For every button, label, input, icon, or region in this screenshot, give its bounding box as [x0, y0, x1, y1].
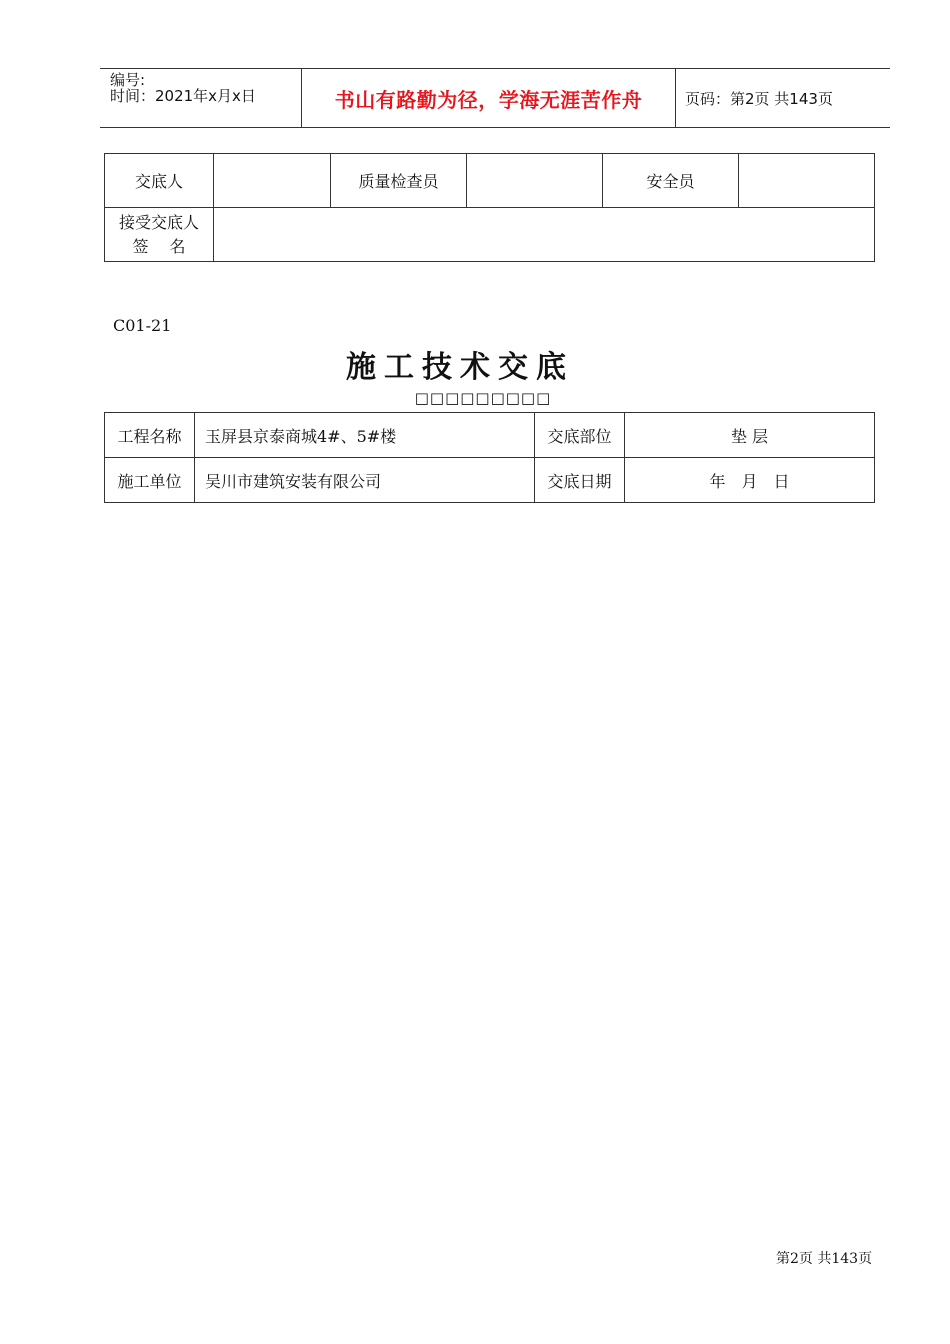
safety-officer-value[interactable]: [739, 154, 875, 208]
header-page-info: 页码：第2页 共143页: [685, 89, 833, 108]
header-time: 时间：2021年x月x日: [110, 87, 256, 105]
signature-table: [104, 153, 875, 262]
handover-date-value: 年 月 日: [625, 458, 875, 503]
page-header: [100, 68, 890, 128]
handover-person-value[interactable]: [214, 154, 331, 208]
header-number-label: 编号:: [110, 71, 146, 89]
header-motto: 书山有路勤为径，学海无涯苦作舟: [334, 87, 643, 112]
quality-inspector-value[interactable]: [467, 154, 603, 208]
handover-date-label: 交底日期: [535, 458, 625, 503]
project-name-label: 工程名称: [105, 413, 195, 458]
header-divider: [675, 69, 676, 127]
page-title: 施工技术交底: [346, 350, 574, 385]
info-table: [104, 412, 875, 503]
footer-page-info: 第2页 共143页: [776, 1251, 873, 1267]
recipient-signature-label: [105, 208, 214, 262]
construction-unit-label: 施工单位: [105, 458, 195, 503]
handover-part-value: 垫 层: [625, 413, 875, 458]
document-code: C01-21: [113, 316, 172, 335]
project-name-value: 玉屏县京泰商城4#、5#楼: [195, 413, 535, 458]
recipient-signature-value[interactable]: [214, 208, 875, 262]
safety-officer-label: 安全员: [603, 154, 739, 208]
recipient-label-line2: 签 名: [132, 236, 186, 256]
page-subtitle: □□□□□□□□□: [414, 389, 552, 407]
handover-part-label: 交底部位: [535, 413, 625, 458]
handover-person-label: 交底人: [105, 154, 214, 208]
recipient-label-line1: 接受交底人: [118, 212, 199, 232]
quality-inspector-label: 质量检查员: [331, 154, 467, 208]
construction-unit-value: 吴川市建筑安装有限公司: [195, 458, 535, 503]
